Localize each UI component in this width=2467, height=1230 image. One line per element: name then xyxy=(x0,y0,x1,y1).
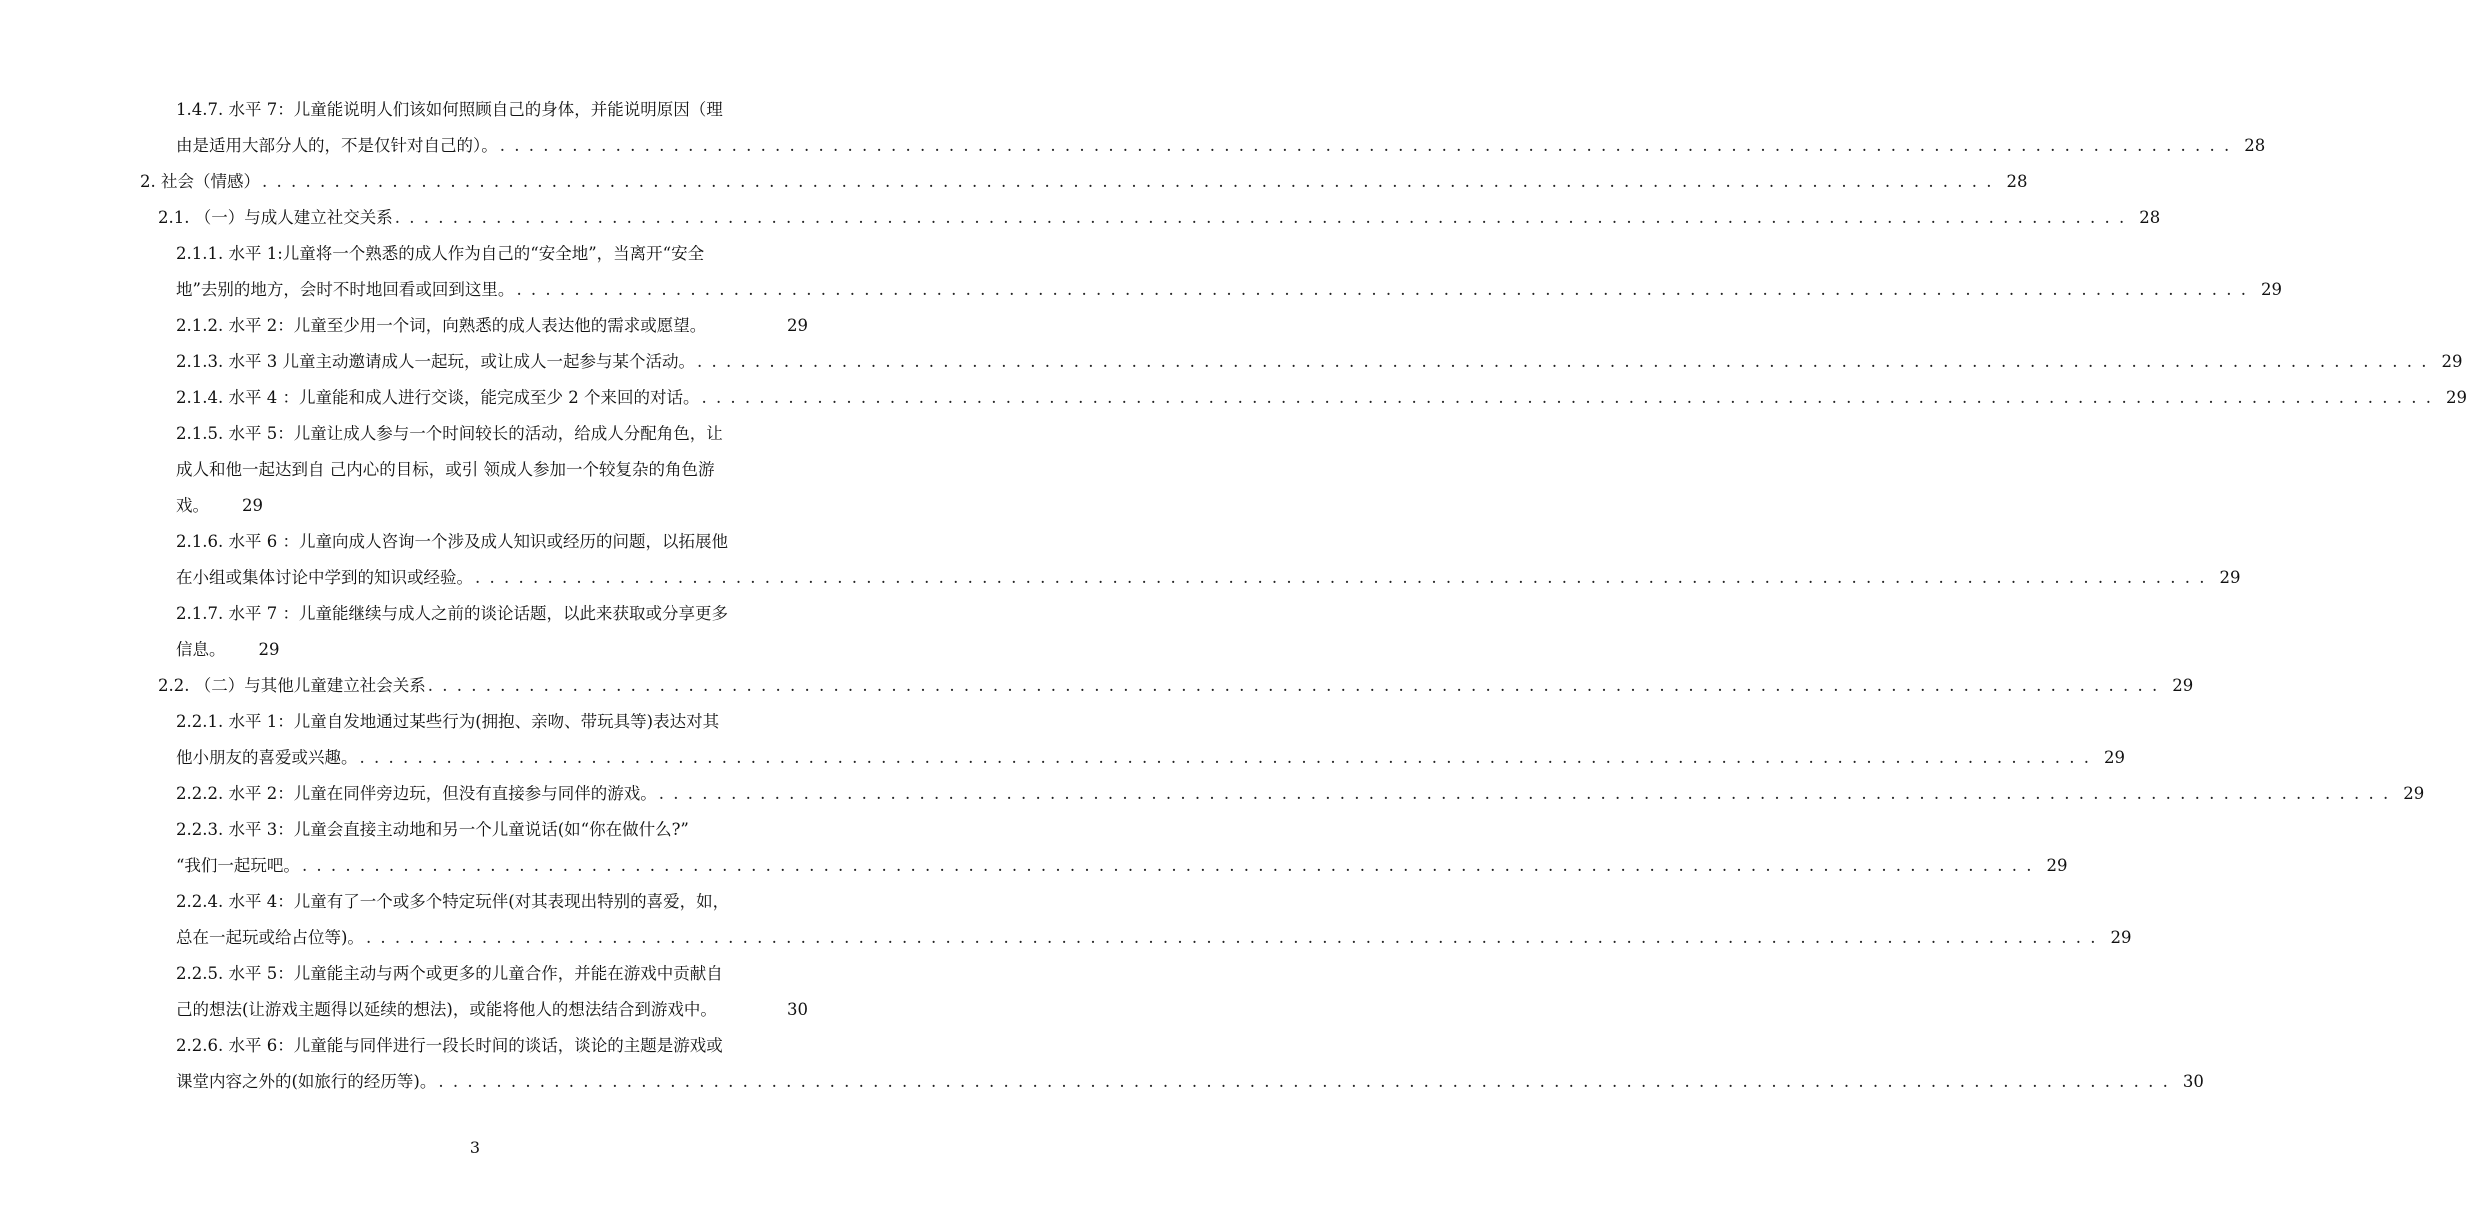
toc-entry-text: 戏。 xyxy=(176,496,209,515)
toc-page-number: 28 xyxy=(2244,136,2266,155)
toc-entry-line xyxy=(176,344,2463,380)
toc-entry[interactable] xyxy=(176,1028,2204,1100)
toc-page-number: 29 xyxy=(2219,568,2241,587)
toc-leader-dots: . . . . . . . . . . . . . . . . . . . . . . . . . . . . . . . . . . . . . . . . . . . . . . . . . . . . . . . . . . . . . . . . . . . . . . . . . . . . . . . . . . . . . . . . . . . . . . . . . . . . . . . . . . . . . . . . . . . . . . . . xyxy=(394,208,2127,227)
toc-entry-text: 2.2.2. 水平 2：儿童在同伴旁边玩，但没有直接参与同伴的游戏。 xyxy=(176,784,657,803)
toc-entry-line xyxy=(176,884,808,920)
toc-entry-line xyxy=(176,524,808,560)
toc-entry-line xyxy=(176,596,808,632)
toc-entry-line xyxy=(176,920,2132,956)
toc-page-number: 29 xyxy=(2403,784,2425,803)
toc-entry-text: 课堂内容之外的(如旅行的经历等)。 xyxy=(176,1072,437,1091)
toc-leader-dots: . . . . . . . . . . . . . . . . . . . . . . . . . . . . . . . . . . . . . . . . . . . . . . . . . . . . . . . . . . . . . . . . . . . . . . . . . . . . . . . . . . . . . . . . . . . . . . . . . . . . . . . . . . . . . . . . . . . . . . . . xyxy=(696,352,2429,371)
toc-entry-text: 2.2.4. 水平 4：儿童有了一个或多个特定玩伴(对其表现出特别的喜爱，如， xyxy=(176,892,730,911)
toc-entry[interactable] xyxy=(176,956,808,1028)
toc-entry[interactable] xyxy=(176,884,2132,956)
toc-entry-text: 他小朋友的喜爱或兴趣。 xyxy=(176,748,358,767)
toc-page-number: 29 xyxy=(2046,856,2068,875)
toc-leader-dots: . . . . . . . . . . . . . . . . . . . . . . . . . . . . . . . . . . . . . . . . . . . . . . . . . . . . . . . . . . . . . . . . . . . . . . . . . . . . . . . . . . . . . . . . . . . . . . . . . . . . . . . . . . . . . . . . . . . . . . . . xyxy=(499,136,2232,155)
page-number: 3 xyxy=(469,1138,481,1157)
toc-entry-line xyxy=(176,452,808,488)
toc-entry-line xyxy=(176,92,808,128)
toc-entry-line xyxy=(176,992,808,1028)
toc-entry-line xyxy=(176,560,2241,596)
toc-entry[interactable] xyxy=(158,668,2194,704)
toc-entry-text: 2.2.3. 水平 3：儿童会直接主动地和另一个儿童说话(如“你在做什么?” xyxy=(176,820,689,839)
toc-entry-text: 2.2. （二）与其他儿童建立社会关系 xyxy=(158,676,426,695)
toc-entry-text: 信息。 xyxy=(176,640,226,659)
toc-entry[interactable] xyxy=(176,416,808,524)
toc-entry-line xyxy=(176,812,808,848)
toc-entry-text: 2.1. （一）与成人建立社交关系 xyxy=(158,208,393,227)
toc-page-number: 29 xyxy=(787,316,808,335)
toc-entry-line xyxy=(176,1064,2204,1100)
toc-leader-dots: . . . . . . . . . . . . . . . . . . . . . . . . . . . . . . . . . . . . . . . . . . . . . . . . . . . . . . . . . . . . . . . . . . . . . . . . . . . . . . . . . . . . . . . . . . . . . . . . . . . . . . . . . . . . . . . . . . . . . . . . xyxy=(438,1072,2170,1091)
toc-entry-line xyxy=(176,272,2282,308)
toc-entry-text: 2.1.4. 水平 4 ：儿童能和成人进行交谈，能完成至少 2 个来回的对话。 xyxy=(176,388,700,407)
toc-entry-text: 在小组或集体讨论中学到的知识或经验。 xyxy=(176,568,473,587)
toc-entry-text: 地”去别的地方，会时不时地回看或回到这里。 xyxy=(176,280,515,299)
toc-leader-dots: . . . . . . . . . . . . . . . . . . . . . . . . . . . . . . . . . . . . . . . . . . . . . . . . . . . . . . . . . . . . . . . . . . . . . . . . . . . . . . . . . . . . . . . . . . . . . . . . . . . . . . . . . . . . . . . . . . . . . . . . xyxy=(658,784,2391,803)
toc-entry-line xyxy=(176,416,808,452)
toc-entry[interactable] xyxy=(176,596,808,668)
toc-entry[interactable] xyxy=(176,704,2126,776)
toc-leader-dots: . . . . . . . . . . . . . . . . . . . . . . . . . . . . . . . . . . . . . . . . . . . . . . . . . . . . . . . . . . . . . . . . . . . . . . . . . . . . . . . . . . . . . . . . . . . . . . . . . . . . . . . . . . . . . . . . . . . . . . . . xyxy=(427,676,2160,695)
toc-page-number: 29 xyxy=(242,496,263,515)
toc-entry-line xyxy=(176,236,808,272)
toc-leader-dots: . . . . . . . . . . . . . . . . . . . . . . . . . . . . . . . . . . . . . . . . . . . . . . . . . . . . . . . . . . . . . . . . . . . . . . . . . . . . . . . . . . . . . . . . . . . . . . . . . . . . . . . . . . . . . . . . . . . . . . . . xyxy=(701,388,2433,407)
table-of-contents xyxy=(0,92,2467,1100)
toc-entry-line xyxy=(176,128,2266,164)
toc-leader-dots: . . . . . . . . . . . . . . . . . . . . . . . . . . . . . . . . . . . . . . . . . . . . . . . . . . . . . . . . . . . . . . . . . . . . . . . . . . . . . . . . . . . . . . . . . . . . . . . . . . . . . . . . . . . . . . . . . . . . . . . . xyxy=(359,748,2092,767)
toc-entry[interactable] xyxy=(176,236,2282,308)
toc-entry[interactable] xyxy=(158,200,2161,236)
toc-page-number: 29 xyxy=(258,640,280,659)
toc-leader-dots: . . . . . . . . . . . . . . . . . . . . . . . . . . . . . . . . . . . . . . . . . . . . . . . . . . . . . . . . . . . . . . . . . . . . . . . . . . . . . . . . . . . . . . . . . . . . . . . . . . . . . . . . . . . . . . . . . . . . . . . . xyxy=(301,856,2034,875)
toc-entry[interactable] xyxy=(140,164,2028,200)
toc-entry-line xyxy=(176,488,808,524)
toc-entry-text: 2.1.3. 水平 3 儿童主动邀请成人一起玩，或让成人一起参与某个活动。 xyxy=(176,352,695,371)
toc-page-number: 30 xyxy=(787,1000,808,1019)
toc-page-number: 29 xyxy=(2104,748,2126,767)
toc-entry-text: 2.1.1. 水平 1:儿童将一个熟悉的成人作为自己的“安全地”，当离开“安全 xyxy=(176,244,705,263)
toc-entry-line xyxy=(176,776,2425,812)
toc-entry-line xyxy=(176,704,808,740)
toc-entry-text: 1.4.7. 水平 7：儿童能说明人们该如何照顾自己的身体，并能说明原因（理 xyxy=(176,100,723,119)
toc-entry-text: 2.1.5. 水平 5：儿童让成人参与一个时间较长的活动，给成人分配角色，让 xyxy=(176,424,723,443)
toc-entry[interactable] xyxy=(176,380,2467,416)
toc-entry-line xyxy=(140,164,2028,200)
toc-entry-line xyxy=(176,848,2068,884)
toc-page-number: 28 xyxy=(2006,172,2028,191)
toc-leader-dots: . . . . . . . . . . . . . . . . . . . . . . . . . . . . . . . . . . . . . . . . . . . . . . . . . . . . . . . . . . . . . . . . . . . . . . . . . . . . . . . . . . . . . . . . . . . . . . . . . . . . . . . . . . . . . . . . . . . . . . . . xyxy=(516,280,2248,299)
toc-entry-line xyxy=(176,380,2467,416)
toc-entry-text: 总在一起玩或给占位等)。 xyxy=(176,928,364,947)
toc-entry[interactable] xyxy=(176,776,2425,812)
toc-entry[interactable] xyxy=(176,308,808,344)
toc-entry-text: 己的想法(让游戏主题得以延续的想法)，或能将他人的想法结合到游戏中。 xyxy=(176,1000,717,1019)
toc-entry-text: 由是适用大部分人的，不是仅针对自己的）。 xyxy=(176,136,498,155)
toc-entry[interactable] xyxy=(176,524,2241,596)
toc-entry-text: 2. 社会（情感） xyxy=(140,172,260,191)
toc-leader-dots: . . . . . . . . . . . . . . . . . . . . . . . . . . . . . . . . . . . . . . . . . . . . . . . . . . . . . . . . . . . . . . . . . . . . . . . . . . . . . . . . . . . . . . . . . . . . . . . . . . . . . . . . . . . . . . . . . . . . . . . . xyxy=(262,172,1994,191)
toc-leader-dots: . . . . . . . . . . . . . . . . . . . . . . . . . . . . . . . . . . . . . . . . . . . . . . . . . . . . . . . . . . . . . . . . . . . . . . . . . . . . . . . . . . . . . . . . . . . . . . . . . . . . . . . . . . . . . . . . . . . . . . . . xyxy=(475,568,2207,587)
toc-entry-line xyxy=(176,308,808,344)
toc-page-number: 29 xyxy=(2172,676,2194,695)
toc-leader-dots: . . . . . . . . . . . . . . . . . . . . . . . . . . . . . . . . . . . . . . . . . . . . . . . . . . . . . . . . . . . . . . . . . . . . . . . . . . . . . . . . . . . . . . . . . . . . . . . . . . . . . . . . . . . . . . . . . . . . . . . . xyxy=(365,928,2098,947)
toc-page-number: 29 xyxy=(2260,280,2282,299)
toc-entry[interactable] xyxy=(176,812,2068,884)
toc-entry-text: 2.2.5. 水平 5：儿童能主动与两个或更多的儿童合作，并能在游戏中贡献自 xyxy=(176,964,723,983)
toc-page-number: 28 xyxy=(2139,208,2161,227)
toc-entry[interactable] xyxy=(176,344,2463,380)
toc-page-number: 29 xyxy=(2441,352,2463,371)
toc-entry-text: 2.1.7. 水平 7 ：儿童能继续与成人之前的谈论话题，以此来获取或分享更多 xyxy=(176,604,728,623)
toc-entry-text: 成人和他一起达到自 己内心的目标，或引 领成人参加一个较复杂的角色游 xyxy=(176,460,715,479)
toc-entry-text: 2.1.2. 水平 2：儿童至少用一个词，向熟悉的成人表达他的需求或愿望。 xyxy=(176,316,707,335)
toc-entry-text: 2.2.1. 水平 1：儿童自发地通过某些行为(拥抱、亲吻、带玩具等)表达对其 xyxy=(176,712,720,731)
toc-entry-line xyxy=(158,668,2194,704)
toc-entry-line xyxy=(176,1028,808,1064)
toc-entry-line xyxy=(158,200,2161,236)
toc-page-number: 29 xyxy=(2445,388,2467,407)
toc-entry-text: 2.2.6. 水平 6：儿童能与同伴进行一段长时间的谈话，谈论的主题是游戏或 xyxy=(176,1036,723,1055)
toc-entry-text: “我们一起玩吧。 xyxy=(176,856,300,875)
toc-page-number: 30 xyxy=(2182,1072,2204,1091)
toc-entry[interactable] xyxy=(176,92,2266,164)
toc-entry-text: 2.1.6. 水平 6 ：儿童向成人咨询一个涉及成人知识或经历的问题，以拓展他 xyxy=(176,532,728,551)
toc-entry-line xyxy=(176,956,808,992)
toc-page-number: 29 xyxy=(2110,928,2132,947)
toc-entry-line xyxy=(176,632,808,668)
toc-entry-line xyxy=(176,740,2126,776)
